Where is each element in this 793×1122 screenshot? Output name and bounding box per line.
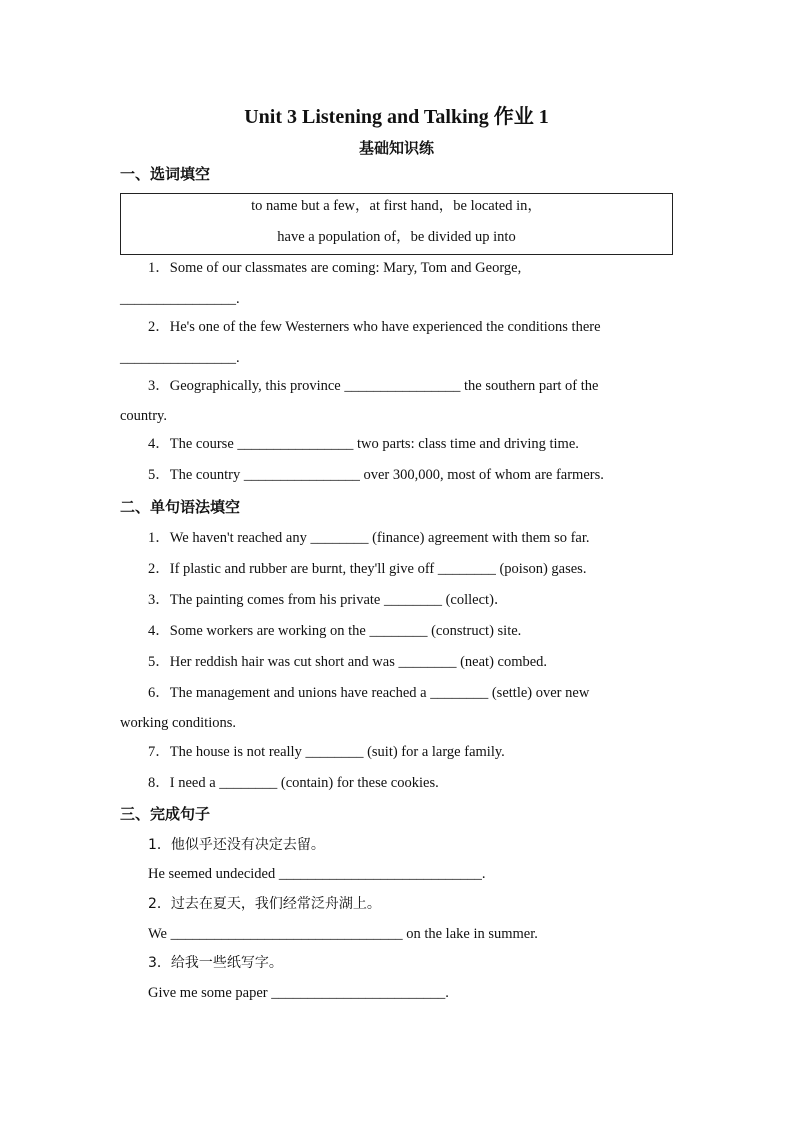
s2-question-7: 7．The house is not really ________ (suit) for a large family. bbox=[148, 744, 505, 760]
s2-question-2: 2．If plastic and rubber are burnt, they'll give off ________ (poison) gases. bbox=[148, 561, 587, 577]
page-subtitle: 基础知识练 bbox=[358, 139, 434, 157]
s3-question-3-chinese: 3．给我一些纸写字。 bbox=[148, 955, 283, 971]
s1-question-4: 4．The course ________________ two parts: class time and driving time. bbox=[148, 436, 579, 452]
word-bank-box bbox=[120, 193, 673, 255]
section-heading-word-choice: 一、选词填空 bbox=[120, 165, 211, 183]
s1-question-3: 3．Geographically, this province ________________ the southern part of the bbox=[148, 378, 599, 394]
s1-question-5: 5．The country ________________ over 300,000, most of whom are farmers. bbox=[148, 467, 604, 483]
s3-question-2-chinese: 2．过去在夏天，我们经常泛舟湖上。 bbox=[148, 896, 381, 912]
s2-question-1: 1．We haven't reached any ________ (finance) agreement with them so far. bbox=[148, 530, 590, 546]
s2-question-3: 3．The painting comes from his private ________ (collect)． bbox=[148, 592, 509, 608]
word-bank-line-1: to name but a few，at first hand，be located in， bbox=[251, 198, 542, 214]
section-heading-complete-sentences: 三、完成句子 bbox=[120, 805, 211, 823]
s3-question-3-english: Give me some paper ________________________. bbox=[148, 985, 449, 1001]
s2-question-6-cont: working conditions. bbox=[120, 715, 236, 731]
s2-question-6: 6．The management and unions have reached a ________ (settle) over new bbox=[148, 685, 590, 701]
s3-question-1-chinese: 1．他似乎还没有决定去留。 bbox=[148, 837, 325, 853]
page-title: Unit 3 Listening and Talking 作业 1 bbox=[244, 106, 549, 128]
word-bank-line-2: have a population of，be divided up into bbox=[277, 229, 516, 245]
section-heading-grammar: 二、单句语法填空 bbox=[120, 498, 241, 516]
s2-question-4: 4．Some workers are working on the ________ (construct) site. bbox=[148, 623, 522, 639]
s1-question-2-blank: ________________. bbox=[120, 350, 240, 366]
s2-question-5: 5．Her reddish hair was cut short and was ________ (neat) combed. bbox=[148, 654, 548, 670]
s3-question-2-english: We ________________________________ on the lake in summer. bbox=[148, 926, 538, 942]
s1-question-3-cont: country. bbox=[120, 408, 167, 424]
s1-question-1: 1．Some of our classmates are coming: Mary, Tom and George, bbox=[148, 260, 522, 276]
s3-question-1-english: He seemed undecided ____________________________. bbox=[148, 866, 486, 882]
s1-question-1-blank: ________________. bbox=[120, 291, 240, 307]
s1-question-2: 2．He's one of the few Westerners who have experienced the conditions there bbox=[148, 319, 601, 335]
s2-question-8: 8．I need a ________ (contain) for these cookies. bbox=[148, 775, 439, 791]
